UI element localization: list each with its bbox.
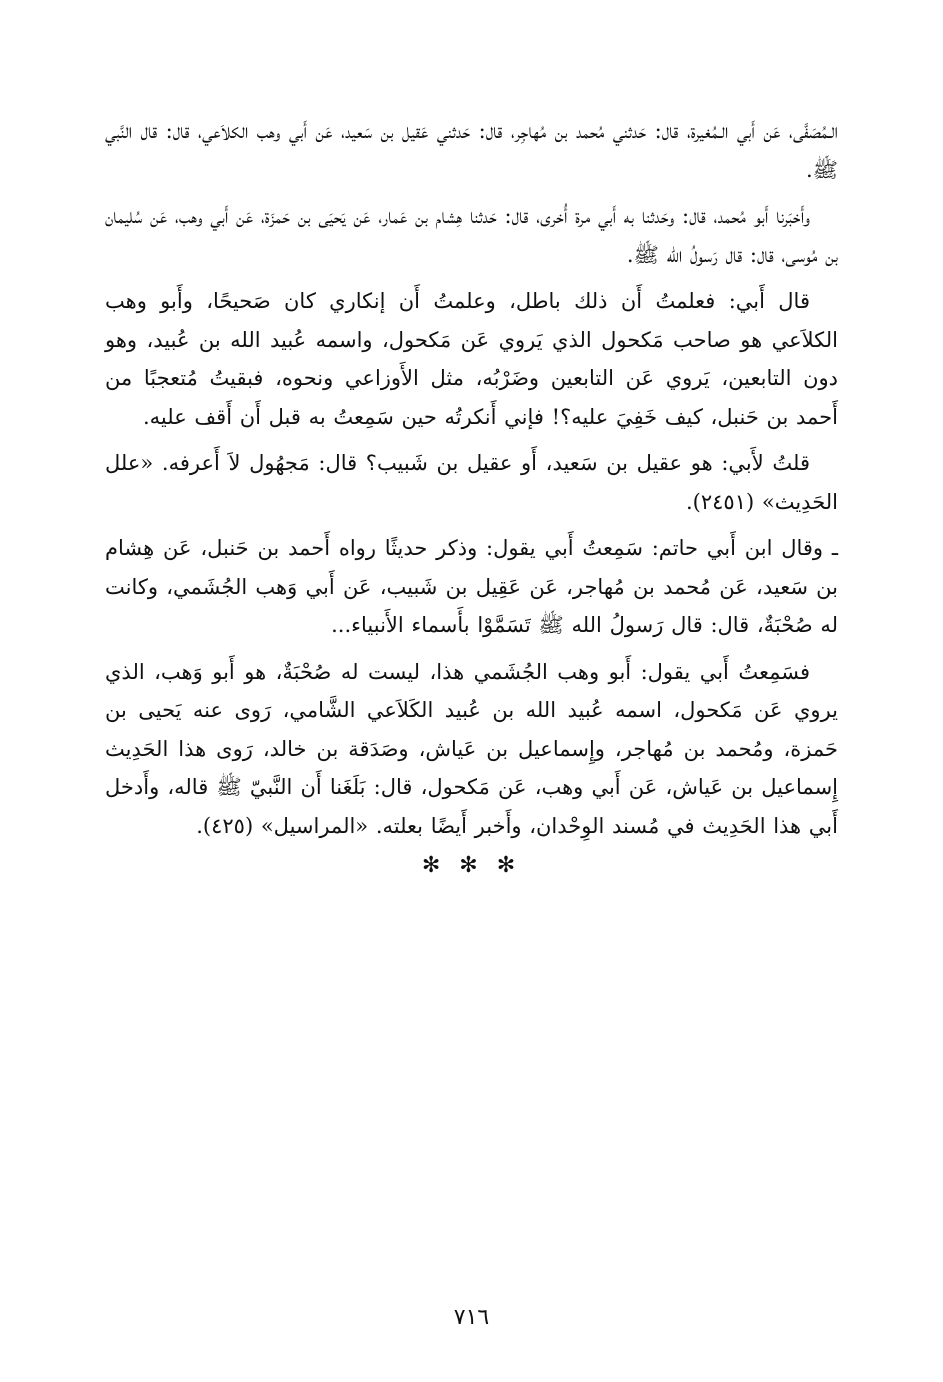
paragraph-1: الـمُصَفَّى، عَن أَبي الـمُغيرة، قال: حَدثني مُحمد بن مُهاجِر، قال: حَدثني عَقيل بن سَعيد، عَن أَبي وهب الكلاَعي، قال: قال النَّبي ﷺ. xyxy=(105,119,838,182)
paragraph-4: قلتُ لأَبي: هو عقيل بن سَعيد، أَو عقيل بن شَبيب؟ قال: مَجهُول لاَ أَعرفه. «علل الحَدِيث» (٢٤٥١). xyxy=(105,451,838,514)
page-body xyxy=(105,112,838,878)
paragraph-5: ـ وقال ابن أَبي حاتم: سَمِعتُ أَبي يقول: وذكر حديثًا رواه أَحمد بن حَنبل، عَن هِشام بن سَعيد، عَن مُحمد بن مُهاجر، عَن عَقِيل بن شَبيب، عَن أَبي وَهب الجُشَمي، وكانت له صُحْبَةٌ، قال: قال رَسولُ الله ﷺ تَسَمَّوْا بأَسماء الأَنبياء... xyxy=(105,536,838,637)
paragraph-2: وأَخبَرنا أَبو مُحمد، قال: وحَدثنا به أَبي مرة أُخرى، قال: حَدثنا هِشام بن عَمار، عَن يَحيَى بن حَمزَة، عَن أَبي وهب، عَن سُليمان بن مُوسى، قال: قال رَسولُ الله ﷺ. xyxy=(105,204,838,267)
paragraph-6: فسَمِعتُ أَبي يقول: أَبو وهب الجُشَمي هذا، ليست له صُحْبَةٌ، هو أَبو وَهب، الذي يروي عَن مَكحول، اسمه عُبيد الله بن عُبيد الكَلاَعي الشَّامي، رَوى عنه يَحيى بن حَمزة، ومُحمد بن مُهاجر، وإِسماعيل بن عَياش، وصَدَقة بن خالد، رَوى هذا الحَدِيث إِسماعيل بن عَياش، عَن أَبي وهب، عَن مَكحول، قال: بَلَغَنا أَن النَّبيّ ﷺ قاله، وأَدخل أَبي هذا الحَدِيث في مُسند الوِحْدان، وأَخبر أَيضًا بعلته. «المراسيل» (٤٢٥). xyxy=(105,659,838,838)
paragraph-3: قال أَبي: فعلمتُ أَن ذلك باطل، وعلمتُ أَن إنكاري كان صَحيحًا، وأَبو وهب الكلاَعي هو صاحب مَكحول الذي يَروي عَن مَكحول، واسمه عُبيد الله بن عُبيد، وهو دون التابعين، يَروي عَن التابعين وضَرْبُه، مثل الأَوزاعي ونحوه، فبقيتُ مُتعجبًا من أَحمد بن حَنبل، كيف خَفِيَ عليه؟! فإني أَنكرتُه حين سَمِعتُ به قبل أَن أَقف عليه. xyxy=(105,289,838,429)
section-separator: ✻ ✻ ✻ xyxy=(421,853,522,878)
page-number: ٧١٦ xyxy=(453,1305,490,1330)
